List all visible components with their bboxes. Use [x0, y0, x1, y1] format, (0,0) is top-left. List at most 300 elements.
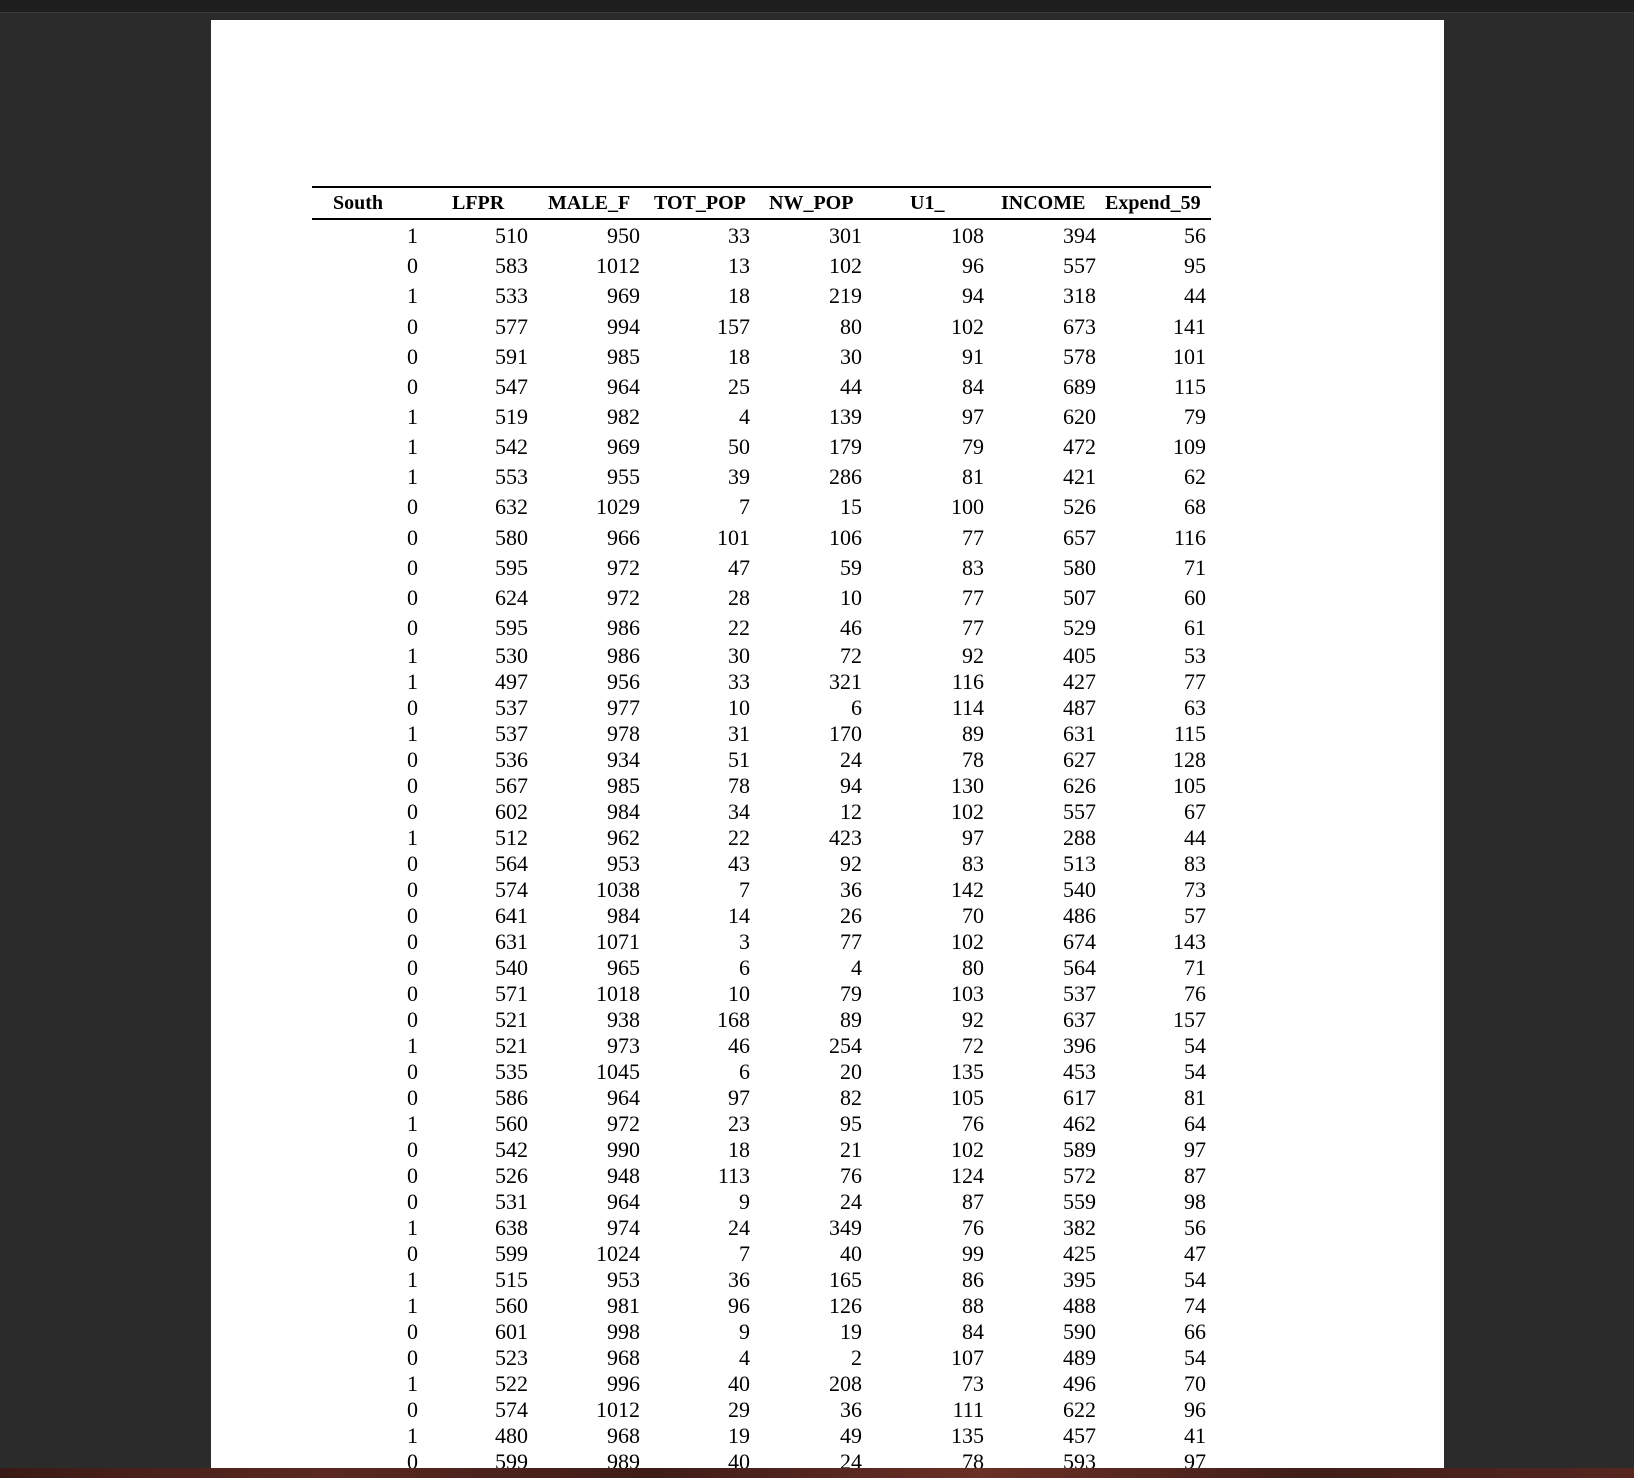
cell-u1: 124: [951, 1163, 984, 1188]
cell-nw-pop: 349: [829, 1215, 862, 1240]
cell-tot-pop: 96: [728, 1293, 750, 1318]
cell-income: 627: [1063, 747, 1096, 772]
cell-u1: 78: [962, 1449, 984, 1468]
table-row: [312, 1370, 1211, 1396]
cell-lfpr: 521: [495, 1007, 528, 1032]
cell-lfpr: 599: [495, 1241, 528, 1266]
cell-south: 0: [407, 1241, 418, 1266]
cell-lfpr: 631: [495, 929, 528, 954]
cell-expend-59: 71: [1184, 555, 1206, 580]
cell-expend-59: 157: [1173, 1007, 1206, 1032]
cell-nw-pop: 10: [840, 585, 862, 610]
cell-tot-pop: 18: [728, 1137, 750, 1162]
cell-south: 0: [407, 344, 418, 369]
cell-income: 487: [1063, 695, 1096, 720]
cell-nw-pop: 179: [829, 434, 862, 459]
cell-income: 620: [1063, 404, 1096, 429]
cell-tot-pop: 78: [728, 773, 750, 798]
cell-lfpr: 521: [495, 1033, 528, 1058]
cell-male-f: 986: [607, 615, 640, 640]
cell-income: 529: [1063, 615, 1096, 640]
cell-lfpr: 480: [495, 1423, 528, 1448]
cell-lfpr: 540: [495, 955, 528, 980]
table-row: [312, 1136, 1211, 1162]
cell-u1: 102: [951, 799, 984, 824]
cell-income: 540: [1063, 877, 1096, 902]
cell-lfpr: 583: [495, 253, 528, 278]
cell-nw-pop: 208: [829, 1371, 862, 1396]
cell-expend-59: 98: [1184, 1189, 1206, 1214]
cell-expend-59: 54: [1184, 1033, 1206, 1058]
cell-tot-pop: 33: [728, 669, 750, 694]
cell-expend-59: 54: [1184, 1059, 1206, 1084]
cell-expend-59: 87: [1184, 1163, 1206, 1188]
cell-u1: 84: [962, 374, 984, 399]
table-row: [312, 403, 1211, 429]
cell-income: 657: [1063, 525, 1096, 550]
table-row: [312, 433, 1211, 459]
cell-tot-pop: 40: [728, 1449, 750, 1468]
cell-nw-pop: 254: [829, 1033, 862, 1058]
background-strip: [0, 1468, 1634, 1478]
cell-expend-59: 53: [1184, 643, 1206, 668]
table-row: [312, 1344, 1211, 1370]
cell-south: 1: [407, 1111, 418, 1136]
cell-tot-pop: 3: [739, 929, 750, 954]
cell-south: 0: [407, 695, 418, 720]
cell-u1: 102: [951, 314, 984, 339]
cell-u1: 97: [962, 404, 984, 429]
cell-lfpr: 512: [495, 825, 528, 850]
table-row: [312, 720, 1211, 746]
cell-income: 318: [1063, 283, 1096, 308]
cell-nw-pop: 94: [840, 773, 862, 798]
cell-u1: 103: [951, 981, 984, 1006]
table-row: [312, 824, 1211, 850]
cell-south: 1: [407, 223, 418, 248]
cell-lfpr: 580: [495, 525, 528, 550]
cell-nw-pop: 89: [840, 1007, 862, 1032]
cell-income: 689: [1063, 374, 1096, 399]
cell-tot-pop: 9: [739, 1319, 750, 1344]
cell-expend-59: 105: [1173, 773, 1206, 798]
cell-lfpr: 510: [495, 223, 528, 248]
cell-income: 472: [1063, 434, 1096, 459]
cell-south: 0: [407, 585, 418, 610]
cell-south: 0: [407, 799, 418, 824]
table-row: [312, 1110, 1211, 1136]
cell-tot-pop: 7: [739, 877, 750, 902]
cell-lfpr: 537: [495, 721, 528, 746]
cell-south: 0: [407, 1137, 418, 1162]
table-row: [312, 1058, 1211, 1084]
cell-u1: 142: [951, 877, 984, 902]
cell-lfpr: 591: [495, 344, 528, 369]
cell-income: 559: [1063, 1189, 1096, 1214]
cell-u1: 130: [951, 773, 984, 798]
cell-south: 0: [407, 877, 418, 902]
cell-south: 0: [407, 851, 418, 876]
cell-lfpr: 595: [495, 615, 528, 640]
cell-south: 1: [407, 669, 418, 694]
cell-south: 1: [407, 1293, 418, 1318]
cell-south: 0: [407, 1163, 418, 1188]
cell-income: 513: [1063, 851, 1096, 876]
cell-south: 1: [407, 643, 418, 668]
cell-lfpr: 497: [495, 669, 528, 694]
cell-male-f: 1071: [596, 929, 640, 954]
cell-u1: 135: [951, 1423, 984, 1448]
cell-south: 1: [407, 721, 418, 746]
cell-tot-pop: 39: [728, 464, 750, 489]
cell-expend-59: 141: [1173, 314, 1206, 339]
cell-u1: 72: [962, 1033, 984, 1058]
cell-lfpr: 536: [495, 747, 528, 772]
cell-lfpr: 586: [495, 1085, 528, 1110]
cell-income: 593: [1063, 1449, 1096, 1468]
cell-tot-pop: 51: [728, 747, 750, 772]
cell-income: 496: [1063, 1371, 1096, 1396]
cell-male-f: 974: [607, 1215, 640, 1240]
cell-male-f: 989: [607, 1449, 640, 1468]
cell-male-f: 953: [607, 851, 640, 876]
cell-nw-pop: 170: [829, 721, 862, 746]
cell-male-f: 968: [607, 1345, 640, 1370]
cell-tot-pop: 30: [728, 643, 750, 668]
cell-income: 288: [1063, 825, 1096, 850]
cell-lfpr: 533: [495, 283, 528, 308]
cell-male-f: 964: [607, 374, 640, 399]
cell-u1: 83: [962, 555, 984, 580]
cell-expend-59: 95: [1184, 253, 1206, 278]
cell-male-f: 985: [607, 773, 640, 798]
table-header: [312, 186, 1211, 220]
cell-nw-pop: 219: [829, 283, 862, 308]
cell-tot-pop: 18: [728, 283, 750, 308]
cell-u1: 92: [962, 1007, 984, 1032]
cell-male-f: 984: [607, 903, 640, 928]
cell-male-f: 948: [607, 1163, 640, 1188]
cell-south: 0: [407, 1189, 418, 1214]
cell-male-f: 978: [607, 721, 640, 746]
cell-nw-pop: 72: [840, 643, 862, 668]
cell-nw-pop: 12: [840, 799, 862, 824]
cell-u1: 94: [962, 283, 984, 308]
cell-nw-pop: 46: [840, 615, 862, 640]
cell-nw-pop: 15: [840, 494, 862, 519]
cell-tot-pop: 157: [717, 314, 750, 339]
cell-u1: 84: [962, 1319, 984, 1344]
cell-male-f: 934: [607, 747, 640, 772]
cell-south: 0: [407, 525, 418, 550]
cell-male-f: 938: [607, 1007, 640, 1032]
cell-income: 488: [1063, 1293, 1096, 1318]
cell-u1: 79: [962, 434, 984, 459]
cell-male-f: 968: [607, 1423, 640, 1448]
cell-nw-pop: 2: [851, 1345, 862, 1370]
cell-expend-59: 61: [1184, 615, 1206, 640]
table-row: [312, 850, 1211, 876]
cell-income: 486: [1063, 903, 1096, 928]
cell-tot-pop: 6: [739, 1059, 750, 1084]
cell-nw-pop: 6: [851, 695, 862, 720]
cell-tot-pop: 7: [739, 1241, 750, 1266]
cell-lfpr: 553: [495, 464, 528, 489]
cell-south: 1: [407, 1215, 418, 1240]
table-row: [312, 1006, 1211, 1032]
cell-income: 489: [1063, 1345, 1096, 1370]
cell-tot-pop: 9: [739, 1189, 750, 1214]
column-header-tot-pop: TOT_POP: [654, 192, 746, 214]
viewer-top-bar: [0, 0, 1634, 13]
cell-male-f: 972: [607, 585, 640, 610]
cell-nw-pop: 20: [840, 1059, 862, 1084]
cell-income: 631: [1063, 721, 1096, 746]
table-row: [312, 954, 1211, 980]
table-row: [312, 1396, 1211, 1422]
cell-lfpr: 641: [495, 903, 528, 928]
cell-south: 0: [407, 374, 418, 399]
table-row: [312, 798, 1211, 824]
document-page[interactable]: [211, 20, 1444, 1468]
cell-nw-pop: 49: [840, 1423, 862, 1448]
cell-south: 0: [407, 773, 418, 798]
cell-u1: 77: [962, 525, 984, 550]
cell-income: 557: [1063, 799, 1096, 824]
cell-lfpr: 526: [495, 1163, 528, 1188]
cell-expend-59: 77: [1184, 669, 1206, 694]
cell-south: 0: [407, 1319, 418, 1344]
cell-south: 1: [407, 434, 418, 459]
cell-nw-pop: 165: [829, 1267, 862, 1292]
cell-expend-59: 64: [1184, 1111, 1206, 1136]
table-row: [312, 1032, 1211, 1058]
cell-income: 622: [1063, 1397, 1096, 1422]
cell-nw-pop: 36: [840, 877, 862, 902]
cell-lfpr: 567: [495, 773, 528, 798]
cell-income: 564: [1063, 955, 1096, 980]
cell-u1: 92: [962, 643, 984, 668]
cell-expend-59: 143: [1173, 929, 1206, 954]
cell-u1: 87: [962, 1189, 984, 1214]
cell-income: 405: [1063, 643, 1096, 668]
cell-u1: 80: [962, 955, 984, 980]
cell-male-f: 1012: [596, 1397, 640, 1422]
cell-u1: 86: [962, 1267, 984, 1292]
cell-nw-pop: 80: [840, 314, 862, 339]
cell-south: 0: [407, 981, 418, 1006]
cell-lfpr: 560: [495, 1293, 528, 1318]
cell-south: 1: [407, 464, 418, 489]
cell-tot-pop: 14: [728, 903, 750, 928]
cell-nw-pop: 24: [840, 1449, 862, 1468]
cell-expend-59: 128: [1173, 747, 1206, 772]
cell-expend-59: 81: [1184, 1085, 1206, 1110]
cell-male-f: 986: [607, 643, 640, 668]
table-row: [312, 252, 1211, 278]
table-row: [312, 524, 1211, 550]
table-row: [312, 282, 1211, 308]
cell-expend-59: 44: [1184, 283, 1206, 308]
cell-income: 673: [1063, 314, 1096, 339]
cell-u1: 76: [962, 1111, 984, 1136]
cell-expend-59: 66: [1184, 1319, 1206, 1344]
cell-male-f: 965: [607, 955, 640, 980]
cell-tot-pop: 47: [728, 555, 750, 580]
cell-u1: 105: [951, 1085, 984, 1110]
cell-south: 1: [407, 825, 418, 850]
cell-u1: 111: [952, 1397, 984, 1422]
cell-lfpr: 599: [495, 1449, 528, 1468]
table-row: [312, 928, 1211, 954]
cell-expend-59: 47: [1184, 1241, 1206, 1266]
cell-expend-59: 54: [1184, 1345, 1206, 1370]
cell-income: 572: [1063, 1163, 1096, 1188]
cell-male-f: 994: [607, 314, 640, 339]
cell-male-f: 996: [607, 1371, 640, 1396]
cell-u1: 73: [962, 1371, 984, 1396]
cell-male-f: 985: [607, 344, 640, 369]
table-row: [312, 554, 1211, 580]
cell-income: 421: [1063, 464, 1096, 489]
cell-south: 0: [407, 494, 418, 519]
cell-tot-pop: 29: [728, 1397, 750, 1422]
cell-tot-pop: 31: [728, 721, 750, 746]
cell-tot-pop: 40: [728, 1371, 750, 1396]
cell-lfpr: 574: [495, 1397, 528, 1422]
cell-nw-pop: 76: [840, 1163, 862, 1188]
cell-nw-pop: 126: [829, 1293, 862, 1318]
cell-lfpr: 632: [495, 494, 528, 519]
cell-south: 0: [407, 253, 418, 278]
cell-nw-pop: 77: [840, 929, 862, 954]
cell-male-f: 955: [607, 464, 640, 489]
table-row: [312, 1214, 1211, 1240]
cell-tot-pop: 50: [728, 434, 750, 459]
column-header-nw-pop: NW_POP: [769, 192, 854, 214]
table-row: [312, 902, 1211, 928]
table-row: [312, 1240, 1211, 1266]
cell-male-f: 1038: [596, 877, 640, 902]
cell-income: 526: [1063, 494, 1096, 519]
cell-male-f: 972: [607, 1111, 640, 1136]
table-row: [312, 668, 1211, 694]
data-table: [312, 186, 1211, 1468]
cell-tot-pop: 4: [739, 1345, 750, 1370]
table-row: [312, 463, 1211, 489]
cell-male-f: 1045: [596, 1059, 640, 1084]
cell-nw-pop: 423: [829, 825, 862, 850]
cell-south: 0: [407, 903, 418, 928]
cell-tot-pop: 13: [728, 253, 750, 278]
cell-south: 1: [407, 1371, 418, 1396]
cell-lfpr: 638: [495, 1215, 528, 1240]
cell-lfpr: 522: [495, 1371, 528, 1396]
column-header-income: INCOME: [1001, 192, 1086, 214]
cell-male-f: 964: [607, 1085, 640, 1110]
table-row: [312, 343, 1211, 369]
column-header-expend-59: Expend_59: [1105, 192, 1201, 214]
cell-lfpr: 601: [495, 1319, 528, 1344]
cell-south: 1: [407, 1423, 418, 1448]
cell-tot-pop: 168: [717, 1007, 750, 1032]
cell-tot-pop: 10: [728, 981, 750, 1006]
cell-nw-pop: 301: [829, 223, 862, 248]
cell-male-f: 1018: [596, 981, 640, 1006]
cell-expend-59: 83: [1184, 851, 1206, 876]
cell-nw-pop: 139: [829, 404, 862, 429]
cell-income: 617: [1063, 1085, 1096, 1110]
cell-lfpr: 624: [495, 585, 528, 610]
table-row: [312, 1318, 1211, 1344]
cell-lfpr: 595: [495, 555, 528, 580]
cell-tot-pop: 25: [728, 374, 750, 399]
cell-expend-59: 97: [1184, 1449, 1206, 1468]
cell-south: 0: [407, 1059, 418, 1084]
cell-u1: 77: [962, 585, 984, 610]
table-row: [312, 1188, 1211, 1214]
cell-nw-pop: 95: [840, 1111, 862, 1136]
cell-tot-pop: 24: [728, 1215, 750, 1240]
cell-income: 425: [1063, 1241, 1096, 1266]
cell-u1: 70: [962, 903, 984, 928]
cell-u1: 88: [962, 1293, 984, 1318]
cell-tot-pop: 22: [728, 615, 750, 640]
cell-u1: 78: [962, 747, 984, 772]
cell-expend-59: 68: [1184, 494, 1206, 519]
cell-tot-pop: 18: [728, 344, 750, 369]
cell-tot-pop: 36: [728, 1267, 750, 1292]
cell-income: 394: [1063, 223, 1096, 248]
table-row: [312, 1448, 1211, 1468]
cell-lfpr: 542: [495, 1137, 528, 1162]
cell-male-f: 984: [607, 799, 640, 824]
cell-male-f: 969: [607, 434, 640, 459]
cell-expend-59: 109: [1173, 434, 1206, 459]
cell-expend-59: 56: [1184, 223, 1206, 248]
cell-expend-59: 62: [1184, 464, 1206, 489]
cell-tot-pop: 101: [717, 525, 750, 550]
cell-tot-pop: 22: [728, 825, 750, 850]
cell-u1: 135: [951, 1059, 984, 1084]
table-row: [312, 222, 1211, 248]
cell-u1: 114: [951, 695, 984, 720]
cell-nw-pop: 106: [829, 525, 862, 550]
cell-tot-pop: 7: [739, 494, 750, 519]
table-row: [312, 876, 1211, 902]
cell-expend-59: 60: [1184, 585, 1206, 610]
cell-male-f: 1012: [596, 253, 640, 278]
table-row: [312, 614, 1211, 640]
cell-tot-pop: 33: [728, 223, 750, 248]
cell-u1: 89: [962, 721, 984, 746]
cell-male-f: 977: [607, 695, 640, 720]
cell-lfpr: 531: [495, 1189, 528, 1214]
cell-expend-59: 74: [1184, 1293, 1206, 1318]
table-row: [312, 1266, 1211, 1292]
cell-nw-pop: 102: [829, 253, 862, 278]
cell-income: 382: [1063, 1215, 1096, 1240]
cell-expend-59: 56: [1184, 1215, 1206, 1240]
cell-expend-59: 115: [1173, 721, 1206, 746]
cell-nw-pop: 92: [840, 851, 862, 876]
cell-lfpr: 515: [495, 1267, 528, 1292]
cell-lfpr: 571: [495, 981, 528, 1006]
cell-income: 674: [1063, 929, 1096, 954]
cell-nw-pop: 40: [840, 1241, 862, 1266]
cell-expend-59: 63: [1184, 695, 1206, 720]
cell-income: 637: [1063, 1007, 1096, 1032]
